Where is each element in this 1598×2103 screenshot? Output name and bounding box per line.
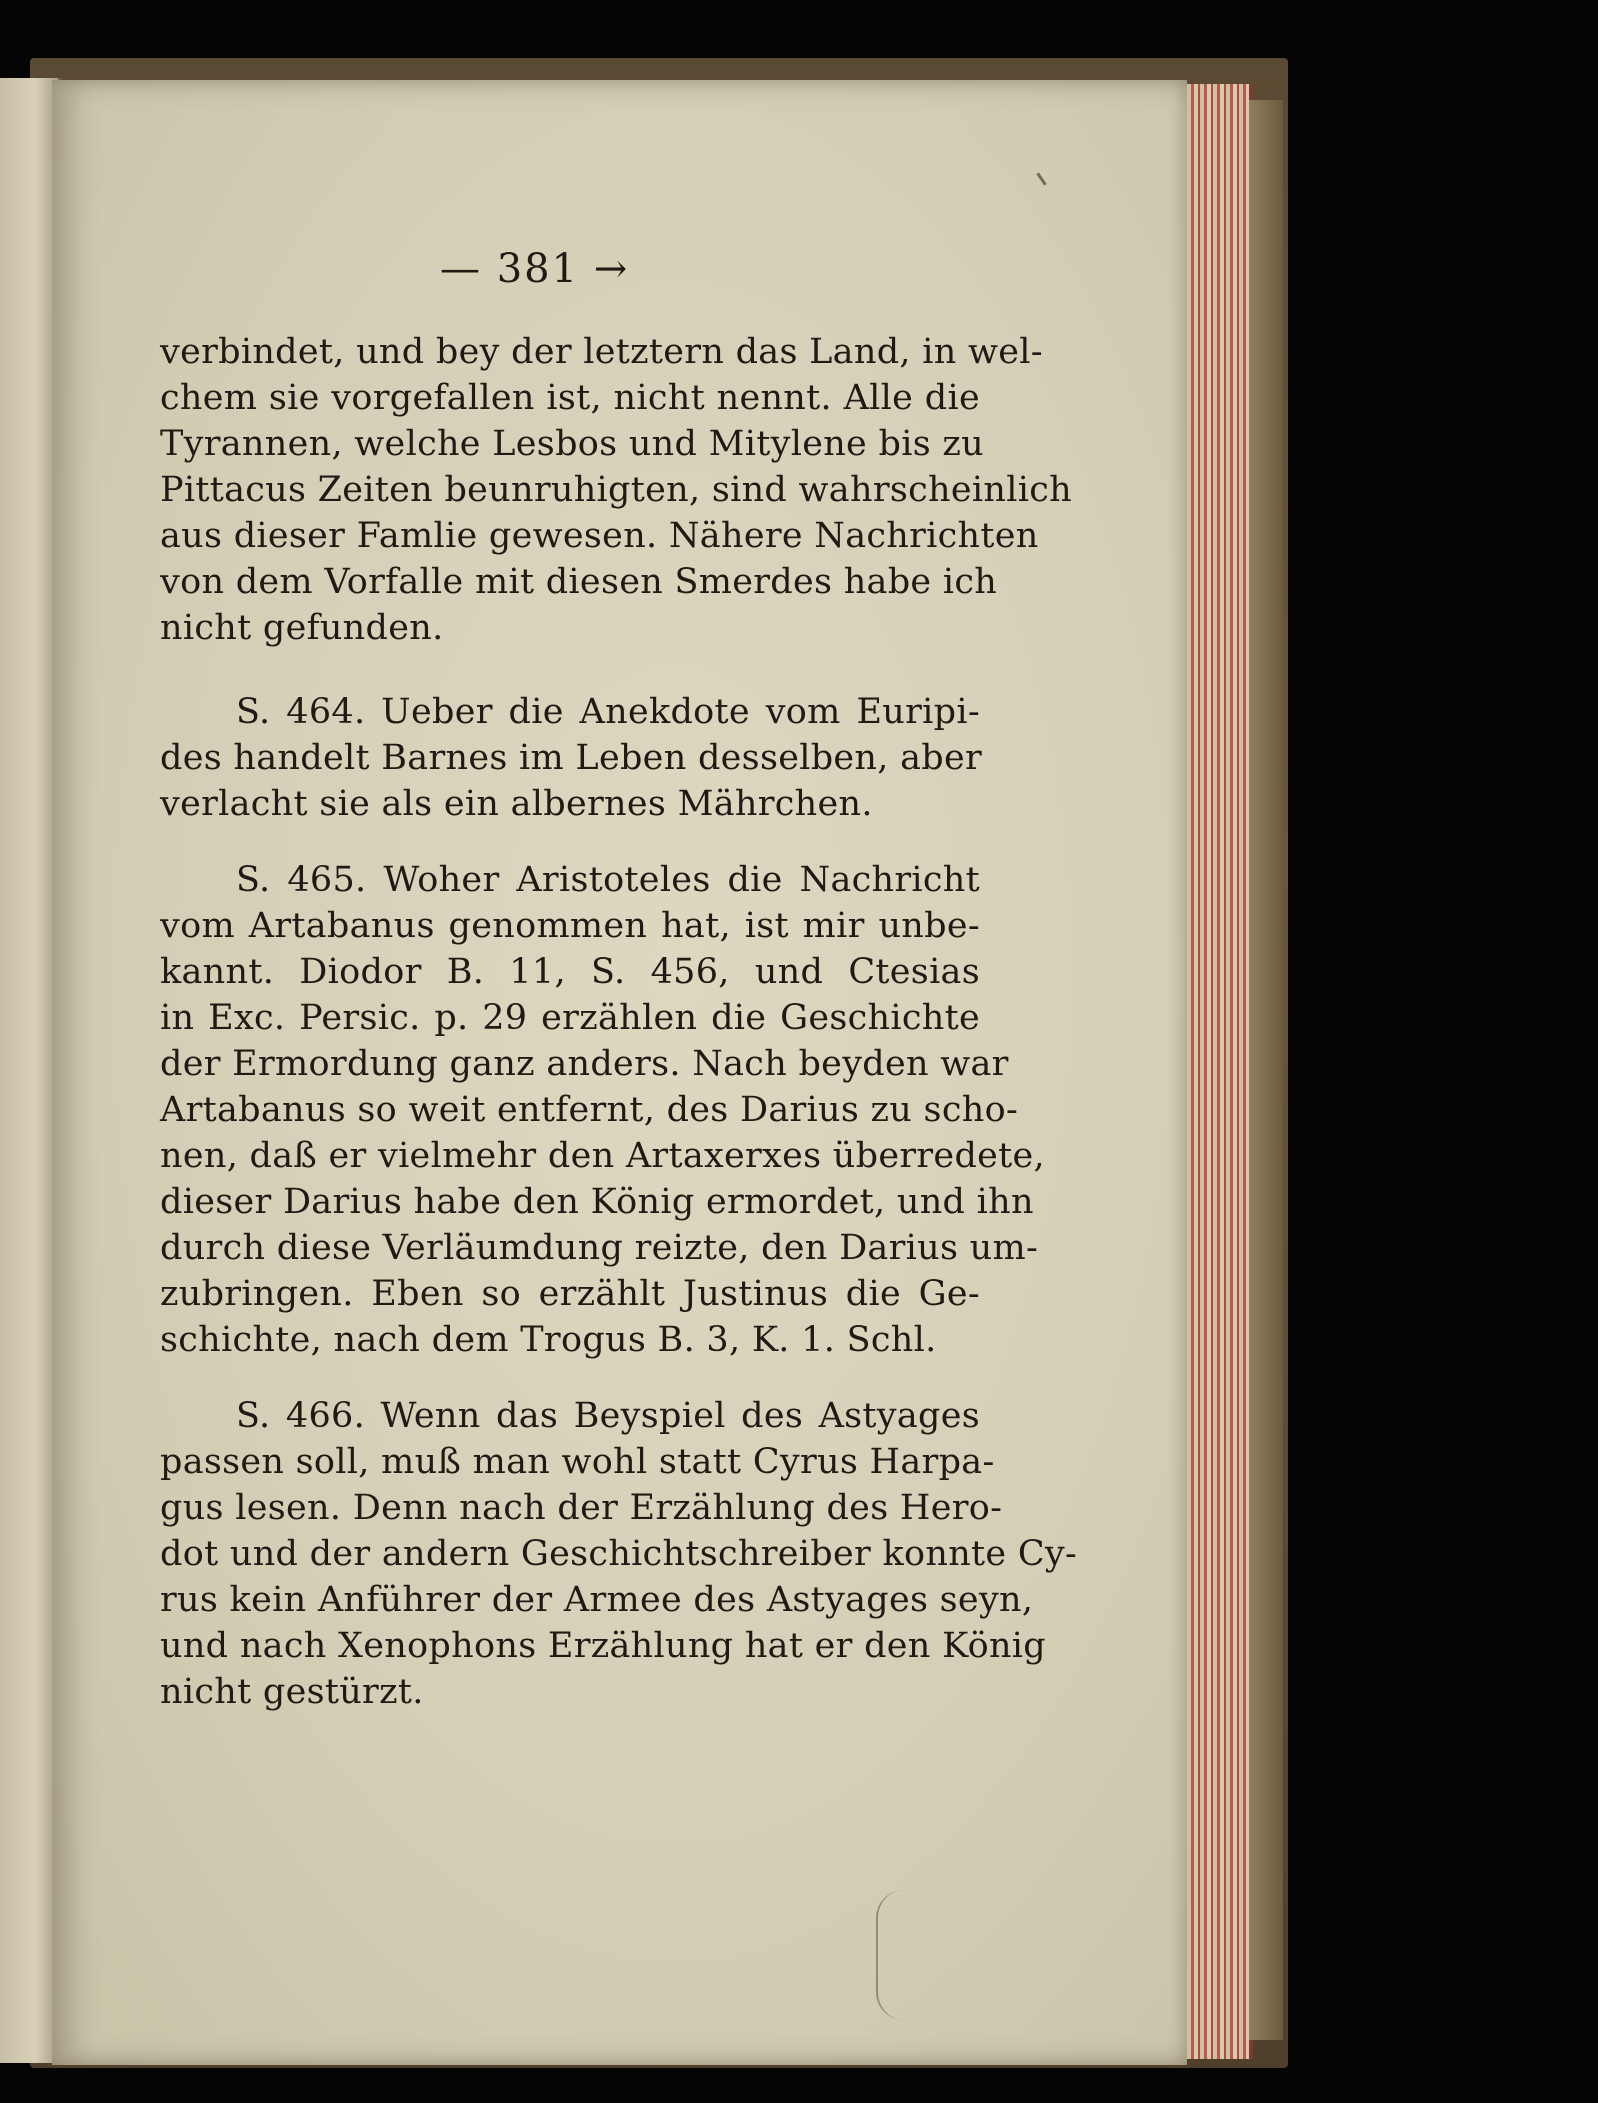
text-line: Artabanus so weit entfernt, des Darius zu scho- bbox=[160, 1090, 1019, 1130]
page-stack-shadow bbox=[1249, 100, 1283, 2040]
text-line: chem sie vorgefallen ist, nicht nennt. Alle die bbox=[160, 378, 980, 418]
text-line: verbindet, und bey der letztern das Land, in wel- bbox=[160, 332, 1043, 372]
text-line: verlacht sie als ein albernes Mährchen. bbox=[160, 784, 873, 824]
text-line: aus dieser Famlie gewesen. Nähere Nachrichten bbox=[160, 516, 1039, 556]
text-line: passen soll, muß man wohl statt Cyrus Harpa- bbox=[160, 1442, 995, 1482]
text-line: und nach Xenophons Erzählung hat er den König bbox=[160, 1626, 1046, 1666]
text-line: nicht gefunden. bbox=[160, 608, 444, 648]
text-line: dieser Darius habe den König ermordet, und ihn bbox=[160, 1182, 1034, 1222]
text-line: vom Artabanus genommen hat, ist mir unbe- bbox=[160, 906, 980, 946]
page-stack-red-edges bbox=[1187, 84, 1253, 2059]
text-line: des handelt Barnes im Leben desselben, aber bbox=[160, 738, 983, 778]
text-line: nicht gestürzt. bbox=[160, 1672, 424, 1712]
text-line: dot und der andern Geschichtschreiber konnte Cy- bbox=[160, 1534, 1078, 1574]
text-line: durch diese Verläumdung reizte, den Darius um- bbox=[160, 1228, 1039, 1268]
text-line: Tyrannen, welche Lesbos und Mitylene bis zu bbox=[160, 424, 984, 464]
text-line: kannt. Diodor B. 11, S. 456, und Ctesias bbox=[160, 952, 980, 992]
text-line: gus lesen. Denn nach der Erzählung des Hero- bbox=[160, 1488, 1003, 1528]
pencil-margin-mark bbox=[876, 1890, 904, 2020]
text-line: rus kein Anführer der Armee des Astyages seyn, bbox=[160, 1580, 1034, 1620]
text-line: S. 466. Wenn das Beyspiel des Astyages bbox=[236, 1396, 980, 1436]
text-line: S. 464. Ueber die Anekdote vom Euripi- bbox=[236, 692, 980, 732]
text-line: nen, daß er vielmehr den Artaxerxes überredete, bbox=[160, 1136, 1045, 1176]
text-line: der Ermordung ganz anders. Nach beyden war bbox=[160, 1044, 1009, 1084]
text-line: in Exc. Persic. p. 29 erzählen die Geschichte bbox=[160, 998, 980, 1038]
text-line: von dem Vorfalle mit diesen Smerdes habe ich bbox=[160, 562, 998, 602]
text-line: zubringen. Eben so erzählt Justinus die Ge- bbox=[160, 1274, 980, 1314]
text-line: schichte, nach dem Trogus B. 3, K. 1. Schl. bbox=[160, 1320, 937, 1360]
page-number-header: — 381 → bbox=[440, 246, 630, 292]
text-line: S. 465. Woher Aristoteles die Nachricht bbox=[236, 860, 980, 900]
text-line: Pittacus Zeiten beunruhigten, sind wahrscheinlich bbox=[160, 470, 1072, 510]
